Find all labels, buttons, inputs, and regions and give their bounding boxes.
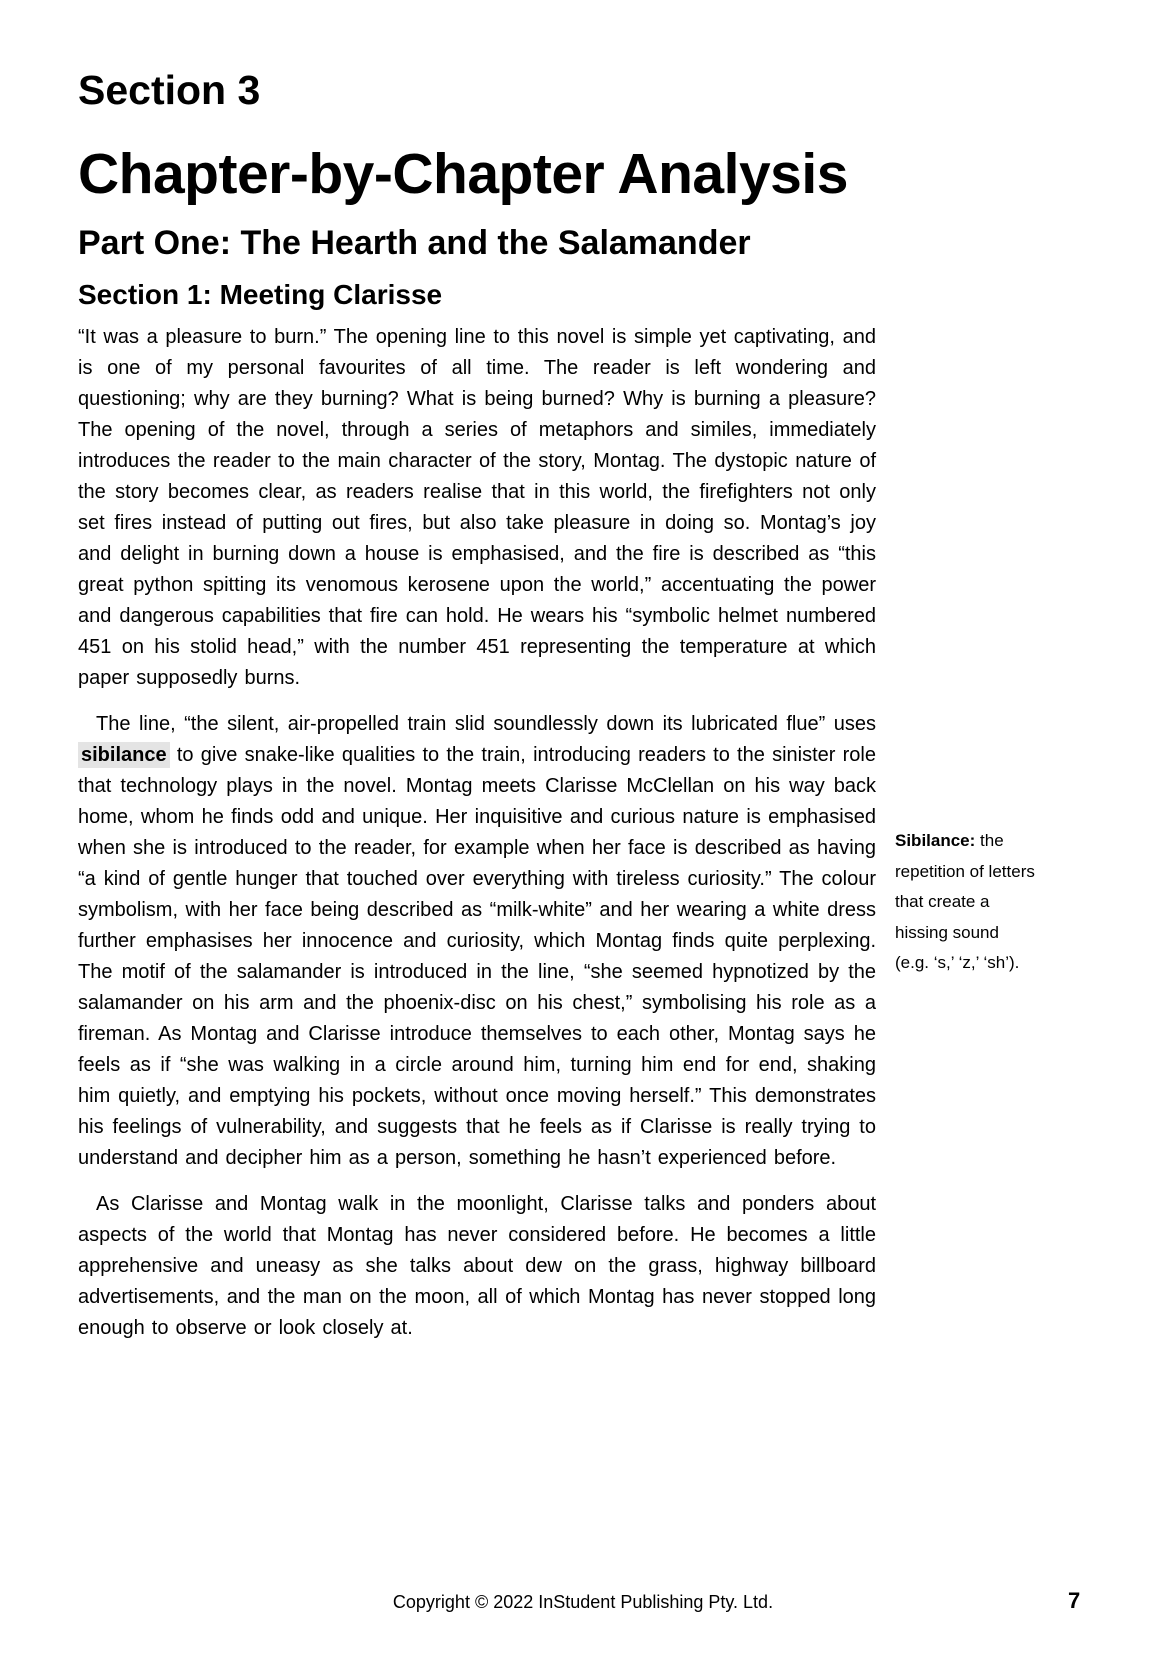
footer-copyright: Copyright © 2022 InStudent Publishing Pty. Ltd. xyxy=(392,1592,774,1612)
margin-note-definition: the repetition of letters that create a hissing sound (e.g. ‘s,’ ‘z,’ ‘sh’). xyxy=(895,831,1035,972)
margin-note-term: Sibilance: xyxy=(895,831,976,850)
subsection-heading: Section 1: Meeting Clarisse xyxy=(78,279,443,310)
paragraph-opening-line: “It was a pleasure to burn.” The opening line to this novel is simple yet captivating, and is one of my personal favourites of all time. The reader is left wondering and questioning; why are they burning? What is being burned? Why is burning a pleasure? The opening of the novel, through a series of metaphors and similes, immediately introduces the reader to the main character of the story, Montag. The dystopic nature of the story becomes clear, as readers realise that in this world, the firefighters not only set fires instead of putting out fires, but also take pleasure in doing so. Montag’s joy and delight in burning down a house is emphasised, and the fire is described as “this great python spitting its venomous kerosene upon the world,” accentuating the power and dangerous capabilities that fire can hold. He wears his “symbolic helmet numbered 451 on his stolid head,” with the number 451 representing the temperature at which paper supposedly burns. xyxy=(78,326,876,689)
highlighted-term-sibilance: sibilance xyxy=(78,742,170,768)
page-title: Chapter-by-Chapter Analysis xyxy=(78,142,848,206)
paragraph-moonlight-walk: As Clarisse and Montag walk in the moonlight, Clarisse talks and ponders about aspects of the world that Montag has never considered before. He becomes a little apprehensive and uneasy as she talks about dew on the grass, highway billboard advertisements, and the man on the moon, all of which Montag has never stopped long enough to observe or look closely at. xyxy=(78,1193,876,1339)
section-label: Section 3 xyxy=(78,67,261,113)
page-number: 7 xyxy=(1068,1588,1081,1613)
main-text-column xyxy=(78,67,876,1344)
part-heading: Part One: The Hearth and the Salamander xyxy=(78,224,751,262)
paragraph-sibilance-text-after: to give snake-like qualities to the train, introducing readers to the sinister role that technology plays in the novel. Montag meets Clarisse McClellan on his way back home, whom he finds odd and unique. Her inquisitive and curious nature is emphasised when she is introduced to the reader, for example when her face is described as having “a kind of gentle hunger that touched over everything with tireless curiosity.” The colour symbolism, with her face being described as “milk-white” and her wearing a white dress further emphasises her innocence and curiosity, which Montag finds quite perplexing. The motif of the salamander is introduced in the line, “she seemed hypnotized by the salamander on his arm and the phoenix-disc on his chest,” symbolising his role as a fireman. As Montag and Clarisse introduce themselves to each other, Montag says he feels as if “she was walking in a circle around him, turning him end for end, shaking him quietly, and emptying his pockets, without once moving herself.” This demonstrates his feelings of vulnerability, and suggests that he feels as if Clarisse is really trying to understand and decipher him as a person, something he hasn’t experienced before. xyxy=(78,744,876,1169)
paragraph-sibilance-text-before: The line, “the silent, air-propelled train slid soundlessly down its lubricated flue” uses xyxy=(96,713,876,735)
paragraph-sibilance xyxy=(78,709,876,1174)
margin-note-sibilance xyxy=(895,826,1037,979)
